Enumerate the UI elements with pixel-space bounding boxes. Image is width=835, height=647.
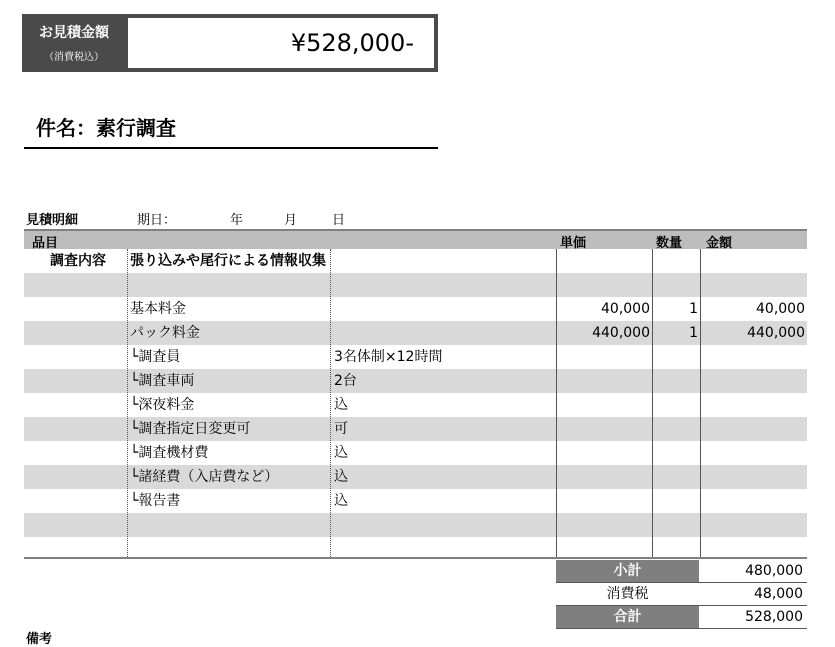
- column-divider: [700, 249, 701, 557]
- period-label: 期日：: [137, 213, 177, 228]
- unit-price-cell: 40,000: [601, 301, 650, 317]
- summary-divider: [556, 628, 807, 629]
- table-row: [24, 297, 807, 321]
- header-amount: 金額: [706, 236, 733, 251]
- tax-included-note: （消費税込）: [44, 52, 104, 63]
- grand-total-value: 528,000: [745, 609, 803, 625]
- unit-price-cell: 440,000: [592, 325, 650, 341]
- item-name-cell: 基本料金: [130, 301, 186, 317]
- tax-label: 消費税: [606, 586, 649, 602]
- amount-cell: 440,000: [747, 325, 805, 341]
- quantity-cell: 1: [689, 325, 698, 341]
- grand-total-label: 合計: [556, 606, 699, 628]
- table-row: [24, 417, 807, 441]
- estimate-total-label: お見積金額: [39, 25, 109, 41]
- quantity-cell: 1: [689, 301, 698, 317]
- estimate-total-box: [22, 14, 438, 72]
- table-row: [24, 321, 807, 345]
- estimate-total-amount: ¥528,000-: [128, 18, 434, 68]
- item-detail-cell: 込: [334, 397, 348, 413]
- table-row: [24, 465, 807, 489]
- period-year: 年: [230, 213, 244, 228]
- item-name-cell: └深夜料金: [130, 397, 195, 413]
- remarks-label: 備考: [26, 632, 53, 647]
- estimate-total-label-block: [22, 14, 126, 72]
- column-divider: [330, 249, 331, 557]
- detail-title: 見積明細: [26, 213, 79, 228]
- item-name-cell: パック料金: [130, 325, 200, 341]
- table-row: [24, 345, 807, 369]
- item-name-cell: └調査車両: [130, 373, 195, 389]
- item-name-cell: └調査員: [130, 349, 181, 365]
- item-detail-cell: 可: [334, 421, 348, 437]
- table-row: [24, 393, 807, 417]
- item-detail-cell: 2台: [334, 373, 357, 389]
- tax-row: [556, 583, 807, 605]
- item-name-cell: 張り込みや尾行による情報収集: [130, 253, 326, 269]
- table-row: [24, 489, 807, 513]
- table-header: [24, 229, 807, 249]
- table-row: [24, 441, 807, 465]
- subtotal-value: 480,000: [745, 563, 803, 579]
- period-month: 月: [284, 213, 298, 228]
- subject-title: 件名：素行調査: [36, 116, 176, 140]
- item-name-cell: └諸経費（入店費など）: [130, 469, 279, 485]
- tax-value: 48,000: [754, 586, 803, 602]
- subtotal-row: [556, 560, 807, 582]
- table-bottom-border: [24, 557, 807, 559]
- subject-underline: [24, 147, 438, 149]
- item-name-cell: └報告書: [130, 493, 181, 509]
- item-detail-cell: 込: [334, 493, 348, 509]
- amount-cell: 40,000: [756, 301, 805, 317]
- header-quantity: 数量: [656, 236, 683, 251]
- grand-total-row: [556, 606, 807, 628]
- column-divider: [556, 249, 557, 557]
- period-day: 日: [332, 213, 346, 228]
- item-name-cell: └調査機材費: [130, 445, 209, 461]
- table-row: [24, 249, 807, 273]
- item-name-cell: └調査指定日変更可: [130, 421, 251, 437]
- header-item: 品目: [32, 236, 59, 251]
- table-row: [24, 369, 807, 393]
- category-cell: 調査内容: [50, 253, 106, 269]
- column-divider: [127, 249, 128, 557]
- item-detail-cell: 込: [334, 445, 348, 461]
- item-detail-cell: 3名体制×12時間: [334, 349, 443, 365]
- subtotal-label: 小計: [556, 560, 699, 582]
- header-unit-price: 単価: [560, 236, 587, 251]
- table-row: [24, 513, 807, 537]
- table-row: [24, 273, 807, 297]
- item-detail-cell: 込: [334, 469, 348, 485]
- column-divider: [652, 249, 653, 557]
